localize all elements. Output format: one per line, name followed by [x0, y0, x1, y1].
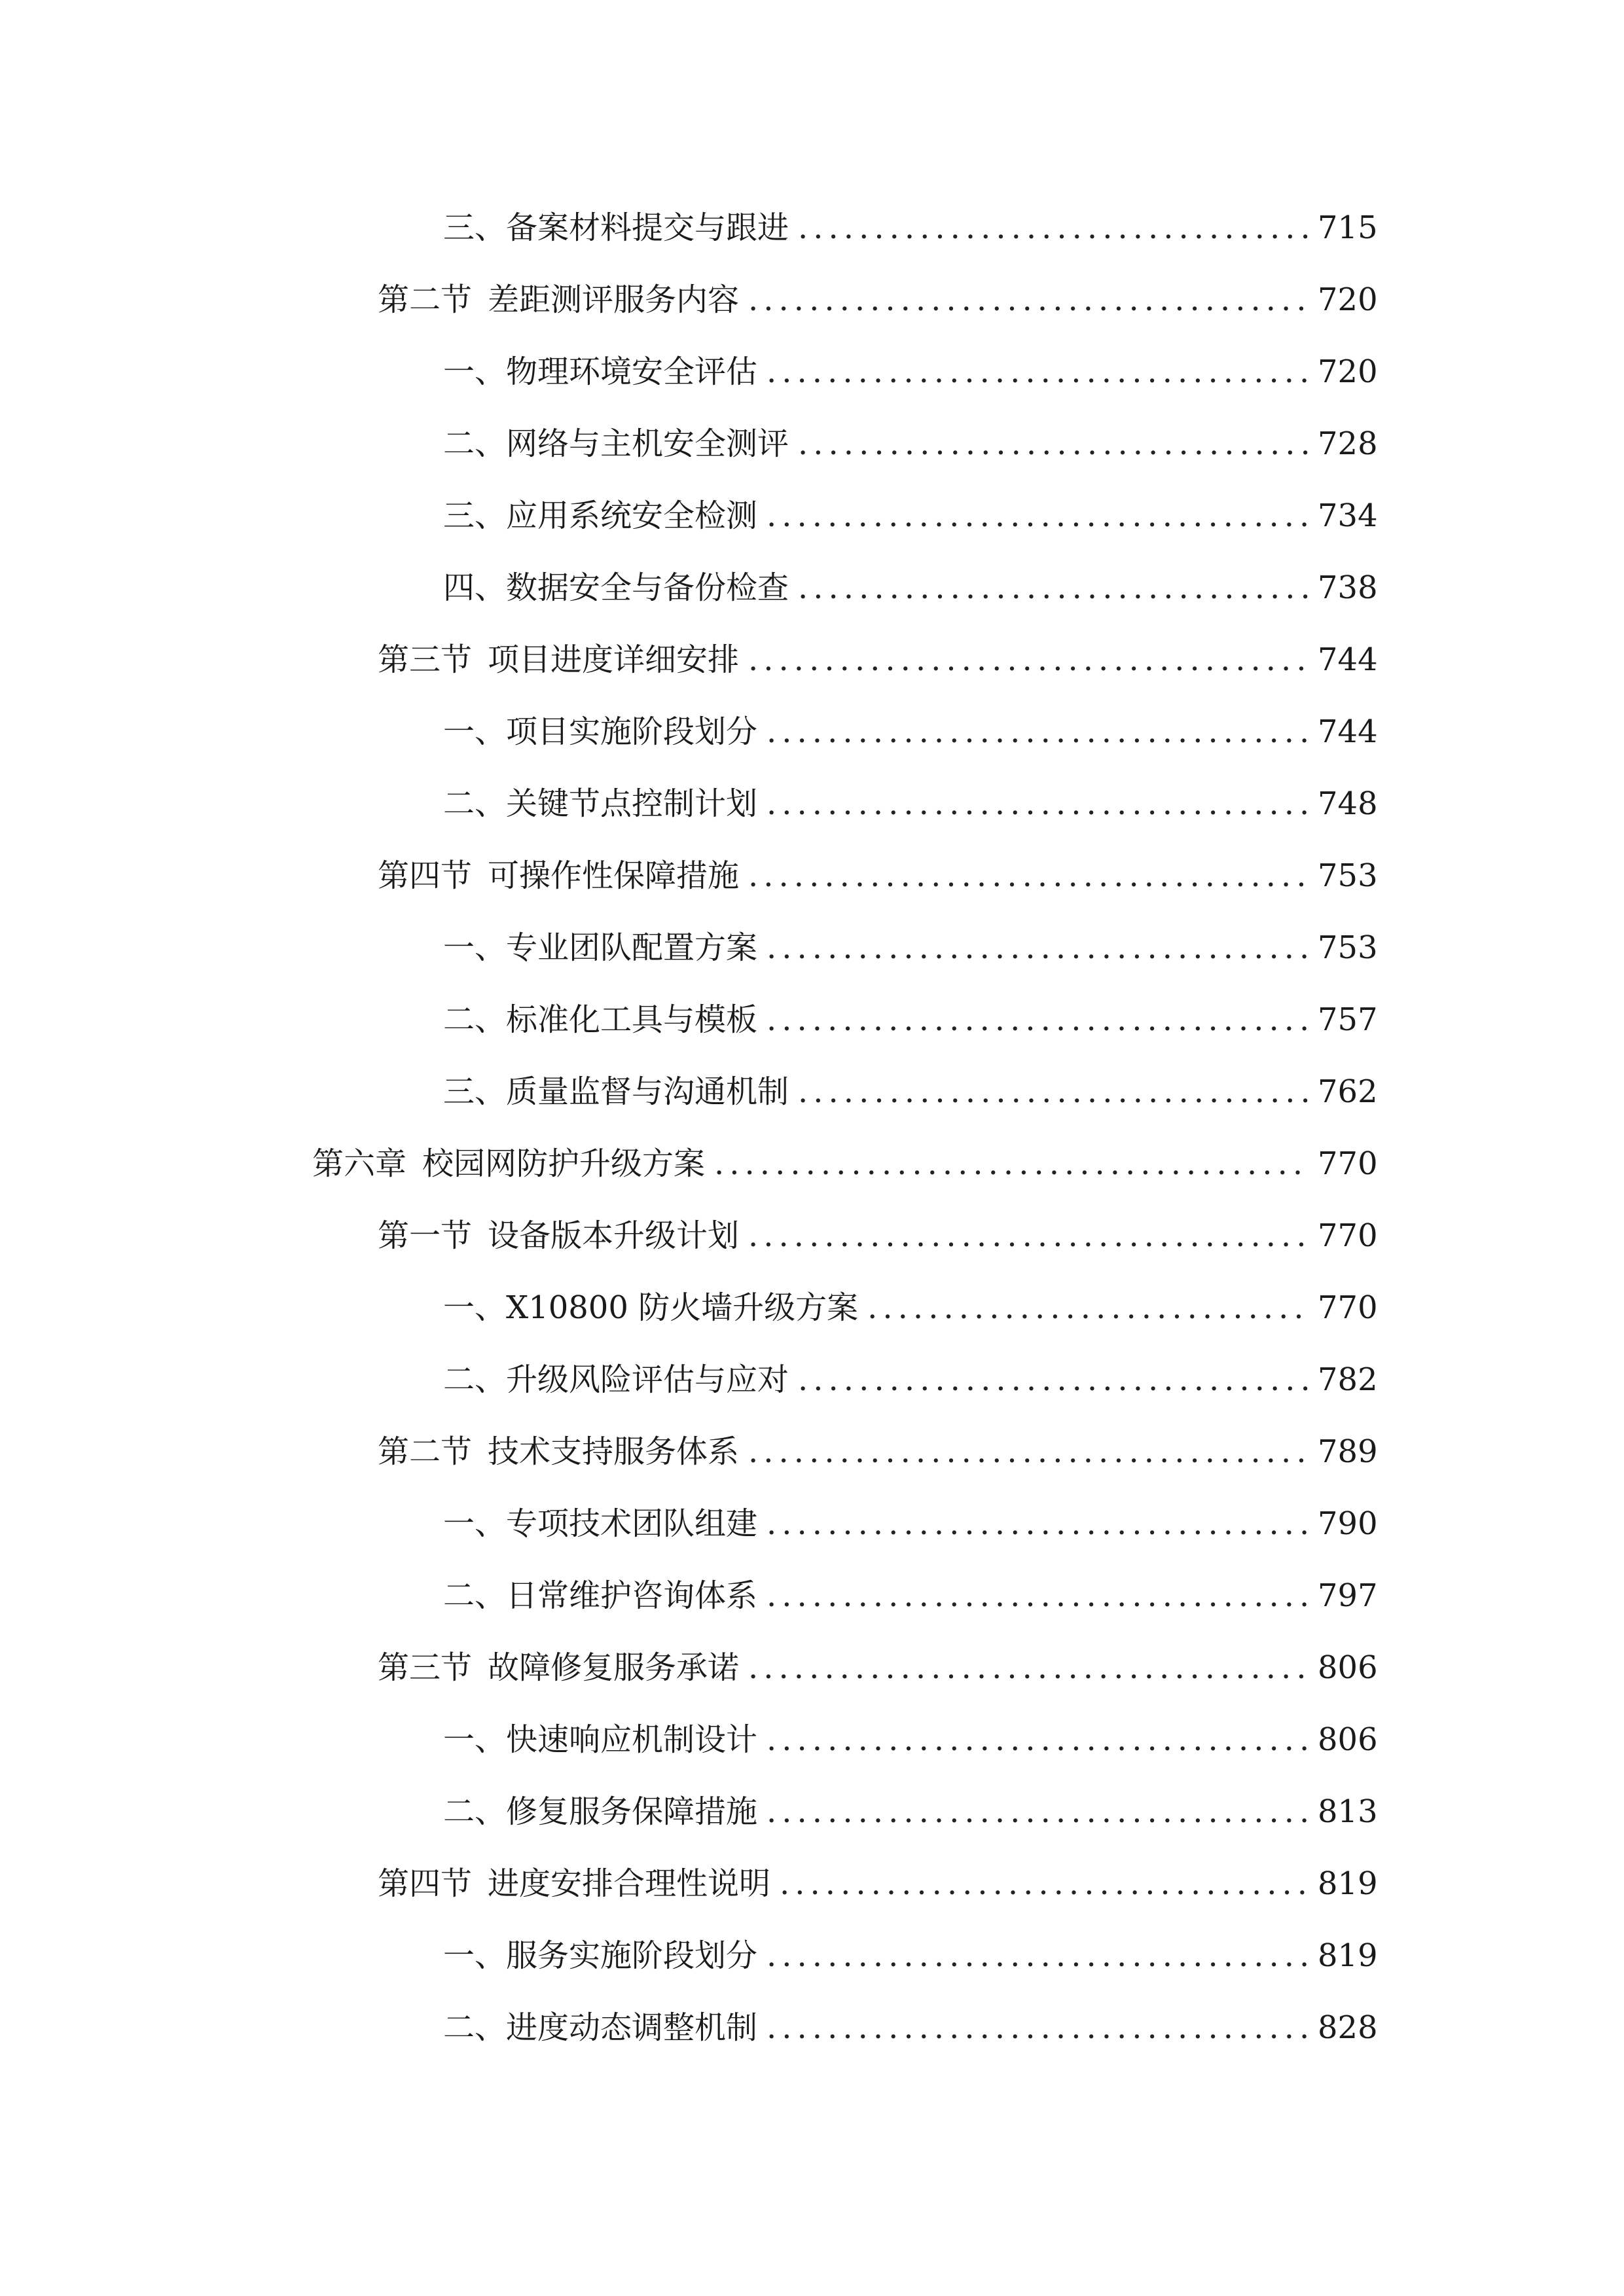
toc-entry-number: 第一节 — [378, 1217, 473, 1254]
toc-entry-page: 744 — [1318, 713, 1378, 750]
toc-entry-page: 715 — [1318, 209, 1378, 246]
toc-entry-title: 专业团队配置方案 — [506, 929, 758, 966]
toc-dot-leader — [767, 1785, 1308, 1838]
toc-entry-title: 标准化工具与模板 — [506, 1001, 758, 1038]
toc-entry-page: 828 — [1318, 2009, 1378, 2046]
toc-dot-leader — [798, 418, 1308, 470]
toc-dot-leader — [767, 706, 1308, 758]
toc-entry-title: 差距测评服务内容 — [488, 281, 740, 318]
toc-entry[interactable] — [378, 850, 1378, 902]
toc-entry[interactable] — [443, 562, 1378, 614]
toc-entry-title: 服务实施阶段划分 — [506, 1937, 758, 1974]
toc-entry-number: 第二节 — [378, 281, 473, 318]
toc-entry[interactable] — [443, 1570, 1378, 1622]
toc-entry[interactable] — [443, 922, 1378, 974]
toc-entry-title: 专项技术团队组建 — [506, 1505, 758, 1542]
toc-entry-title: 故障修复服务承诺 — [488, 1649, 740, 1686]
toc-entry-number: 一、 — [443, 1937, 507, 1974]
toc-entry[interactable] — [443, 1785, 1378, 1838]
toc-dot-leader — [767, 490, 1308, 542]
toc-entry-title: 升级风险评估与应对 — [506, 1361, 789, 1398]
toc-dot-leader — [780, 1857, 1308, 1910]
toc-entry-number: 二、 — [443, 1577, 507, 1614]
toc-entry-number: 四、 — [443, 569, 507, 606]
toc-entry-page: 770 — [1318, 1217, 1378, 1254]
toc-entry-title: 项目进度详细安排 — [488, 641, 740, 678]
toc-entry-number: 一、 — [443, 353, 507, 390]
toc-entry-page: 753 — [1318, 929, 1378, 966]
toc-entry-page: 762 — [1318, 1073, 1378, 1110]
toc-entry-page: 770 — [1318, 1289, 1378, 1326]
toc-entry-page: 748 — [1318, 785, 1378, 822]
toc-dot-leader — [748, 634, 1308, 686]
toc-entry-title: 校园网防护升级方案 — [422, 1145, 706, 1182]
toc-entry[interactable] — [378, 634, 1378, 686]
toc-entry-page: 813 — [1318, 1793, 1378, 1830]
toc-entry-page: 753 — [1318, 857, 1378, 894]
toc-entry-page: 744 — [1318, 641, 1378, 678]
toc-dot-leader — [748, 1641, 1308, 1694]
toc-entry-number: 二、 — [443, 785, 507, 822]
toc-entry[interactable] — [443, 2001, 1378, 2054]
toc-entry[interactable] — [443, 346, 1378, 398]
toc-entry-page: 782 — [1318, 1361, 1378, 1398]
toc-dot-leader — [767, 994, 1308, 1046]
toc-entry-title: 项目实施阶段划分 — [506, 713, 758, 750]
toc-entry-page: 757 — [1318, 1001, 1378, 1038]
toc-entry-title: 物理环境安全评估 — [506, 353, 758, 390]
toc-entry-number: 第三节 — [378, 641, 473, 678]
toc-entry-number: 三、 — [443, 209, 507, 246]
toc-dot-leader — [767, 2001, 1308, 2054]
toc-entry[interactable] — [378, 1641, 1378, 1694]
toc-entry-title: 质量监督与沟通机制 — [506, 1073, 789, 1110]
toc-dot-leader — [798, 1354, 1308, 1406]
toc-entry-number: 一、 — [443, 929, 507, 966]
toc-dot-leader — [748, 850, 1308, 902]
toc-dot-leader — [767, 1570, 1308, 1622]
toc-entry-number: 第二节 — [378, 1433, 473, 1470]
toc-dot-leader — [748, 1210, 1308, 1262]
toc-entry-title: 修复服务保障措施 — [506, 1793, 758, 1830]
toc-entry-number: 第六章 — [312, 1145, 407, 1182]
toc-dot-leader — [798, 1066, 1308, 1118]
toc-entry-title: 备案材料提交与跟进 — [506, 209, 789, 246]
toc-entry[interactable] — [443, 1282, 1378, 1334]
toc-entry-page: 819 — [1318, 1865, 1378, 1902]
toc-entry-number: 一、 — [443, 1721, 507, 1758]
toc-entry[interactable] — [378, 274, 1378, 326]
toc-entry[interactable] — [443, 1066, 1378, 1118]
toc-entry[interactable] — [443, 994, 1378, 1046]
toc-entry-title: 进度动态调整机制 — [506, 2009, 758, 2046]
toc-dot-leader — [748, 274, 1308, 326]
toc-entry-page: 819 — [1318, 1937, 1378, 1974]
toc-entry[interactable] — [312, 1138, 1378, 1190]
toc-entry-title: 数据安全与备份检查 — [506, 569, 789, 606]
toc-entry[interactable] — [443, 418, 1378, 470]
toc-dot-leader — [798, 202, 1308, 254]
toc-entry-page: 790 — [1318, 1505, 1378, 1542]
toc-dot-leader — [767, 346, 1308, 398]
toc-dot-leader — [767, 778, 1308, 830]
toc-dot-leader — [767, 1713, 1308, 1766]
toc-entry-number: 三、 — [443, 497, 507, 534]
toc-entry[interactable] — [443, 1354, 1378, 1406]
toc-entry-page: 789 — [1318, 1433, 1378, 1470]
toc-entry-number: 第四节 — [378, 1865, 473, 1902]
toc-entry[interactable] — [443, 202, 1378, 254]
toc-entry-number: 二、 — [443, 425, 507, 462]
toc-dot-leader — [748, 1426, 1308, 1478]
toc-entry-page: 720 — [1318, 353, 1378, 390]
toc-entry[interactable] — [443, 1929, 1378, 1982]
toc-entry-page: 738 — [1318, 569, 1378, 606]
toc-entry-title: 关键节点控制计划 — [506, 785, 758, 822]
toc-entry-title: 进度安排合理性说明 — [488, 1865, 771, 1902]
toc-entry[interactable] — [443, 1713, 1378, 1766]
toc-entry-title: 网络与主机安全测评 — [506, 425, 789, 462]
toc-entry-title: 快速响应机制设计 — [506, 1721, 758, 1758]
toc-entry-page: 770 — [1318, 1145, 1378, 1182]
toc-entry-page: 797 — [1318, 1577, 1378, 1614]
toc-entry-number: 一、 — [443, 1289, 507, 1326]
toc-entry-number: 二、 — [443, 2009, 507, 2046]
toc-dot-leader — [767, 922, 1308, 974]
toc-entry-title: 日常维护咨询体系 — [506, 1577, 758, 1614]
toc-entry-title: 设备版本升级计划 — [488, 1217, 740, 1254]
toc-dot-leader — [798, 562, 1308, 614]
toc-entry-number: 第三节 — [378, 1649, 473, 1686]
toc-dot-leader — [767, 1929, 1308, 1982]
toc-entry-title: 技术支持服务体系 — [488, 1433, 740, 1470]
toc-entry-page: 720 — [1318, 281, 1378, 318]
toc-entry[interactable] — [443, 778, 1378, 830]
toc-entry[interactable] — [378, 1426, 1378, 1478]
toc-dot-leader — [867, 1282, 1308, 1334]
toc-entry-number: 二、 — [443, 1001, 507, 1038]
toc-entry-page: 734 — [1318, 497, 1378, 534]
toc-entry-number: 二、 — [443, 1361, 507, 1398]
toc-entry-number: 一、 — [443, 713, 507, 750]
toc-entry-page: 728 — [1318, 425, 1378, 462]
toc-entry[interactable] — [443, 1498, 1378, 1550]
toc-entry[interactable] — [443, 490, 1378, 542]
toc-entry-title: X10800 防火墙升级方案 — [506, 1289, 859, 1326]
toc-entry[interactable] — [378, 1857, 1378, 1910]
toc-dot-leader — [714, 1138, 1308, 1190]
toc-dot-leader — [767, 1498, 1308, 1550]
toc-entry[interactable] — [443, 706, 1378, 758]
toc-entry-title: 可操作性保障措施 — [488, 857, 740, 894]
toc-entry-number: 二、 — [443, 1793, 507, 1830]
toc-entry-number: 一、 — [443, 1505, 507, 1542]
toc-entry-number: 第四节 — [378, 857, 473, 894]
toc-entry-page: 806 — [1318, 1721, 1378, 1758]
toc-entry-number: 三、 — [443, 1073, 507, 1110]
toc-entry-page: 806 — [1318, 1649, 1378, 1686]
toc-entry-title: 应用系统安全检测 — [506, 497, 758, 534]
toc-entry[interactable] — [378, 1210, 1378, 1262]
